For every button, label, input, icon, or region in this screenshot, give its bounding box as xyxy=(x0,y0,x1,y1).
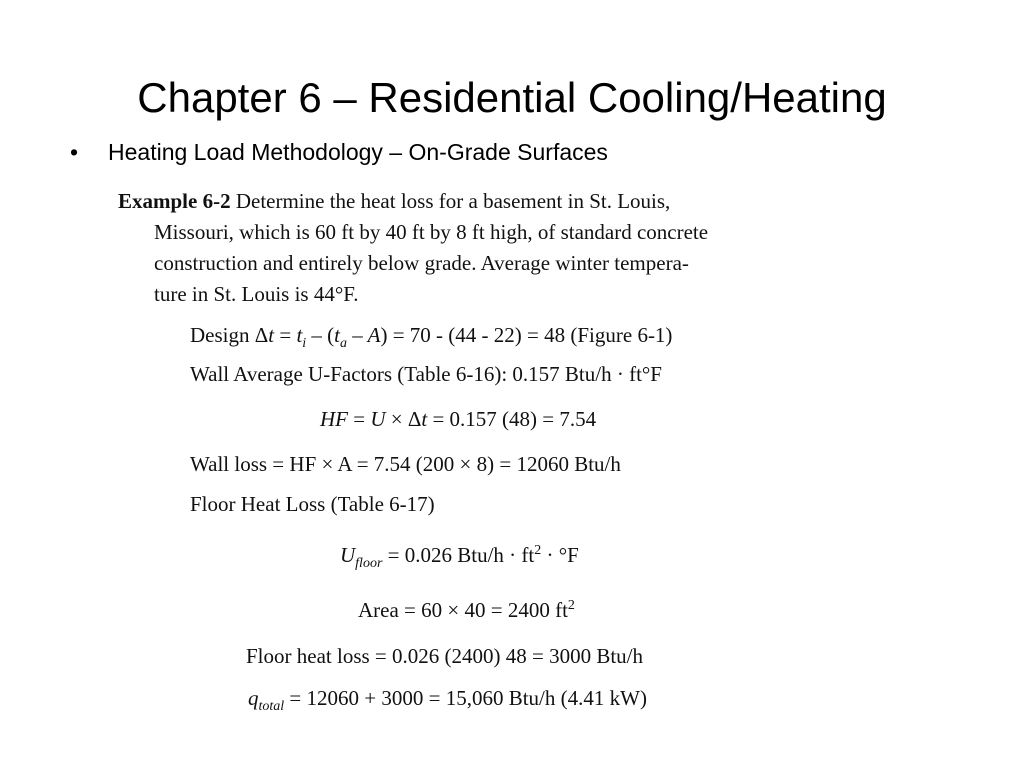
example-line-1 xyxy=(118,188,670,214)
design-delta-t-equation: Design $\Delta t = t_i - (t_a - A) = 70 - (44 - 22) = 48$ (Figure 6-1) xyxy=(190,323,673,352)
example-line-3: construction and entirely below grade. Average winter tempera- xyxy=(154,251,689,275)
example-text-1: Determine the heat loss for a basement in St. Louis, xyxy=(235,189,671,213)
slide-title: Chapter 6 – Residential Cooling/Heating xyxy=(137,74,887,121)
example-line-4: ture in St. Louis is 44°F. xyxy=(154,282,359,306)
area-equation: Area = 60 × 40 = 2400 $ft^2$ xyxy=(358,598,575,622)
u-floor-equation: $U_{floor} = 0.026$ $Btu/h \cdot ft^2 \cdot ^\circ F$ xyxy=(340,543,579,572)
wall-u-factor-line: Wall Average U-Factors (Table 6-16): 0.157 Btu/h · ft°F xyxy=(190,362,662,386)
example-line-2: Missouri, which is 60 ft by 40 ft by 8 ft high, of standard concrete xyxy=(154,220,709,244)
q-total-equation: $q_{total} = 12060 + 3000 = 15,060$ Btu/h (4.41 kW) xyxy=(248,686,647,715)
bullet-point xyxy=(70,137,608,167)
floor-heat-loss-heading: Floor Heat Loss (Table 6-17) xyxy=(190,492,435,516)
example-label: Example 6-2 xyxy=(118,189,231,213)
bullet-text: Heating Load Methodology – On-Grade Surfaces xyxy=(108,139,608,165)
floor-loss-equation: Floor heat loss = 0.026 (2400) 48 = 3000 Btu/h xyxy=(246,644,644,668)
wall-loss-equation: Wall loss = HF × A = 7.54 (200 × 8) = 12060 Btu/h xyxy=(190,452,621,476)
bullet-mark: • xyxy=(70,139,79,165)
hf-equation: HF = U × Δt = 0.157 (48) = 7.54 xyxy=(320,407,597,431)
